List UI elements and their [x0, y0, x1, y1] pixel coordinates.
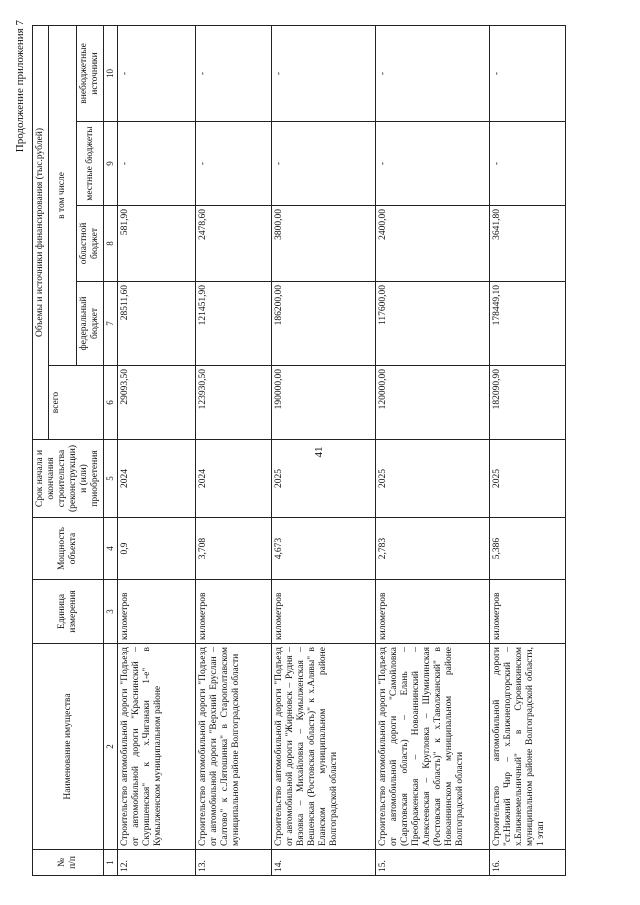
- header-row-1: [33, 25, 49, 875]
- row-regional: 581,90: [117, 206, 195, 282]
- row-local: -: [271, 122, 375, 206]
- row-capacity: 3,708: [195, 518, 271, 580]
- header-including: в том числе: [49, 25, 77, 365]
- col-index: 8: [104, 206, 117, 282]
- row-unit: километров: [375, 580, 489, 644]
- header-regional: областной бюджет: [77, 206, 104, 282]
- row-regional: 3800,00: [271, 206, 375, 282]
- row-capacity: 5,386: [489, 518, 565, 580]
- row-period: 2024: [117, 440, 195, 518]
- row-name: Строительство автомобильной дороги "ст.Нижний Чир – х.Ближнеподгорский – х.Ближнемельничный" в Суровикинском муниципальном районе Волгоградской области, 1 этап: [489, 644, 565, 850]
- row-local: -: [375, 122, 489, 206]
- row-local: -: [489, 122, 565, 206]
- col-index: 9: [104, 122, 117, 206]
- row-total: 190000,00: [271, 366, 375, 440]
- row-regional: 2400,00: [375, 206, 489, 282]
- row-period: 2025: [375, 440, 489, 518]
- row-extra: -: [271, 25, 375, 121]
- header-name: Наименование имущества: [33, 644, 104, 850]
- table-row: [195, 25, 271, 875]
- row-federal: 186200,00: [271, 282, 375, 366]
- table-row: [489, 25, 565, 875]
- table-row: [271, 25, 375, 875]
- col-index: 6: [104, 366, 117, 440]
- page-number: 41: [313, 446, 325, 458]
- row-regional: 3641,80: [489, 206, 565, 282]
- row-no: 16.: [489, 850, 565, 876]
- row-total: 123930,50: [195, 366, 271, 440]
- row-period: 2025: [489, 440, 565, 518]
- row-name: Строительство автомобильной дороги "Подъезд от автомобильной дороги "Краснинский – Скуришенская" к х.Чиганаки 1-е" в Кумылженском муниципальном районе: [117, 644, 195, 850]
- col-index: 2: [104, 644, 117, 850]
- row-federal: 121451,90: [195, 282, 271, 366]
- row-period: 2024: [195, 440, 271, 518]
- row-unit: километров: [489, 580, 565, 644]
- landscape-content: [10, 20, 630, 880]
- col-index: 4: [104, 518, 117, 580]
- col-index: 5: [104, 440, 117, 518]
- table-row: [117, 25, 195, 875]
- row-capacity: 4,673: [271, 518, 375, 580]
- row-local: -: [117, 122, 195, 206]
- header-federal: федеральный бюджет: [77, 282, 104, 366]
- row-federal: 178449,10: [489, 282, 565, 366]
- row-total: 29093,50: [117, 366, 195, 440]
- table-row: [375, 25, 489, 875]
- col-index: 3: [104, 580, 117, 644]
- row-no: 13.: [195, 850, 271, 876]
- row-extra: -: [489, 25, 565, 121]
- row-federal: 28511,60: [117, 282, 195, 366]
- continuation-label: Продолжение приложения 7: [14, 20, 26, 153]
- header-no: № п/п: [33, 850, 104, 876]
- row-extra: -: [117, 25, 195, 121]
- header-capacity: Мощность объекта: [33, 518, 104, 580]
- column-index-row: [104, 25, 117, 875]
- row-unit: километров: [117, 580, 195, 644]
- row-federal: 117600,00: [375, 282, 489, 366]
- row-unit: километров: [271, 580, 375, 644]
- row-period: 2025: [271, 440, 375, 518]
- col-index: 1: [104, 850, 117, 876]
- row-capacity: 2,783: [375, 518, 489, 580]
- header-period: Срок начала и окончания строительства (реконструкции) и (или) приобретения: [33, 440, 104, 518]
- row-unit: километров: [195, 580, 271, 644]
- row-name: Строительство автомобильной дороги "Подъезд от автомобильной дороги "Верхний Еруслан – Салтово" к с.Лятошинка" в Старополтавском муниципальном районе Волгоградской области: [195, 644, 271, 850]
- header-unit: Единица измерения: [33, 580, 104, 644]
- row-extra: -: [195, 25, 271, 121]
- row-no: 12.: [117, 850, 195, 876]
- row-capacity: 0,9: [117, 518, 195, 580]
- row-no: 14.: [271, 850, 375, 876]
- row-local: -: [195, 122, 271, 206]
- col-index: 7: [104, 282, 117, 366]
- header-local: местные бюджеты: [77, 122, 104, 206]
- row-name: Строительство автомобильной дороги "Подъезд от автомобильной дороги "Самойловка (Саратовская область) – Елань – Преображенская – Новоаннинский – Алексеевская – Кругловка – Шумилинская (Ростовская область)" к х.Таволжанский" в Новоаннинском муниципальном районе Волгоградской области: [375, 644, 489, 850]
- row-name: Строительство автомобильной дороги "Подъезд от автомобильной дороги "Жирновск – Рудня – Вязовка – Михайловка – Кумылженская – Вешенская (Ростовская область)" к х.Алявы" в Еланском муниципальном районе Волгоградской области: [271, 644, 375, 850]
- header-financing: Объемы и источники финансирования (тыс.рублей): [33, 25, 49, 439]
- header-extra: внебюджетные источники: [77, 25, 104, 121]
- row-no: 15.: [375, 850, 489, 876]
- header-total: всего: [49, 366, 104, 440]
- row-total: 120000,00: [375, 366, 489, 440]
- row-regional: 2478,60: [195, 206, 271, 282]
- investment-table: [32, 25, 566, 876]
- col-index: 10: [104, 25, 117, 121]
- row-extra: -: [375, 25, 489, 121]
- row-total: 182090,90: [489, 366, 565, 440]
